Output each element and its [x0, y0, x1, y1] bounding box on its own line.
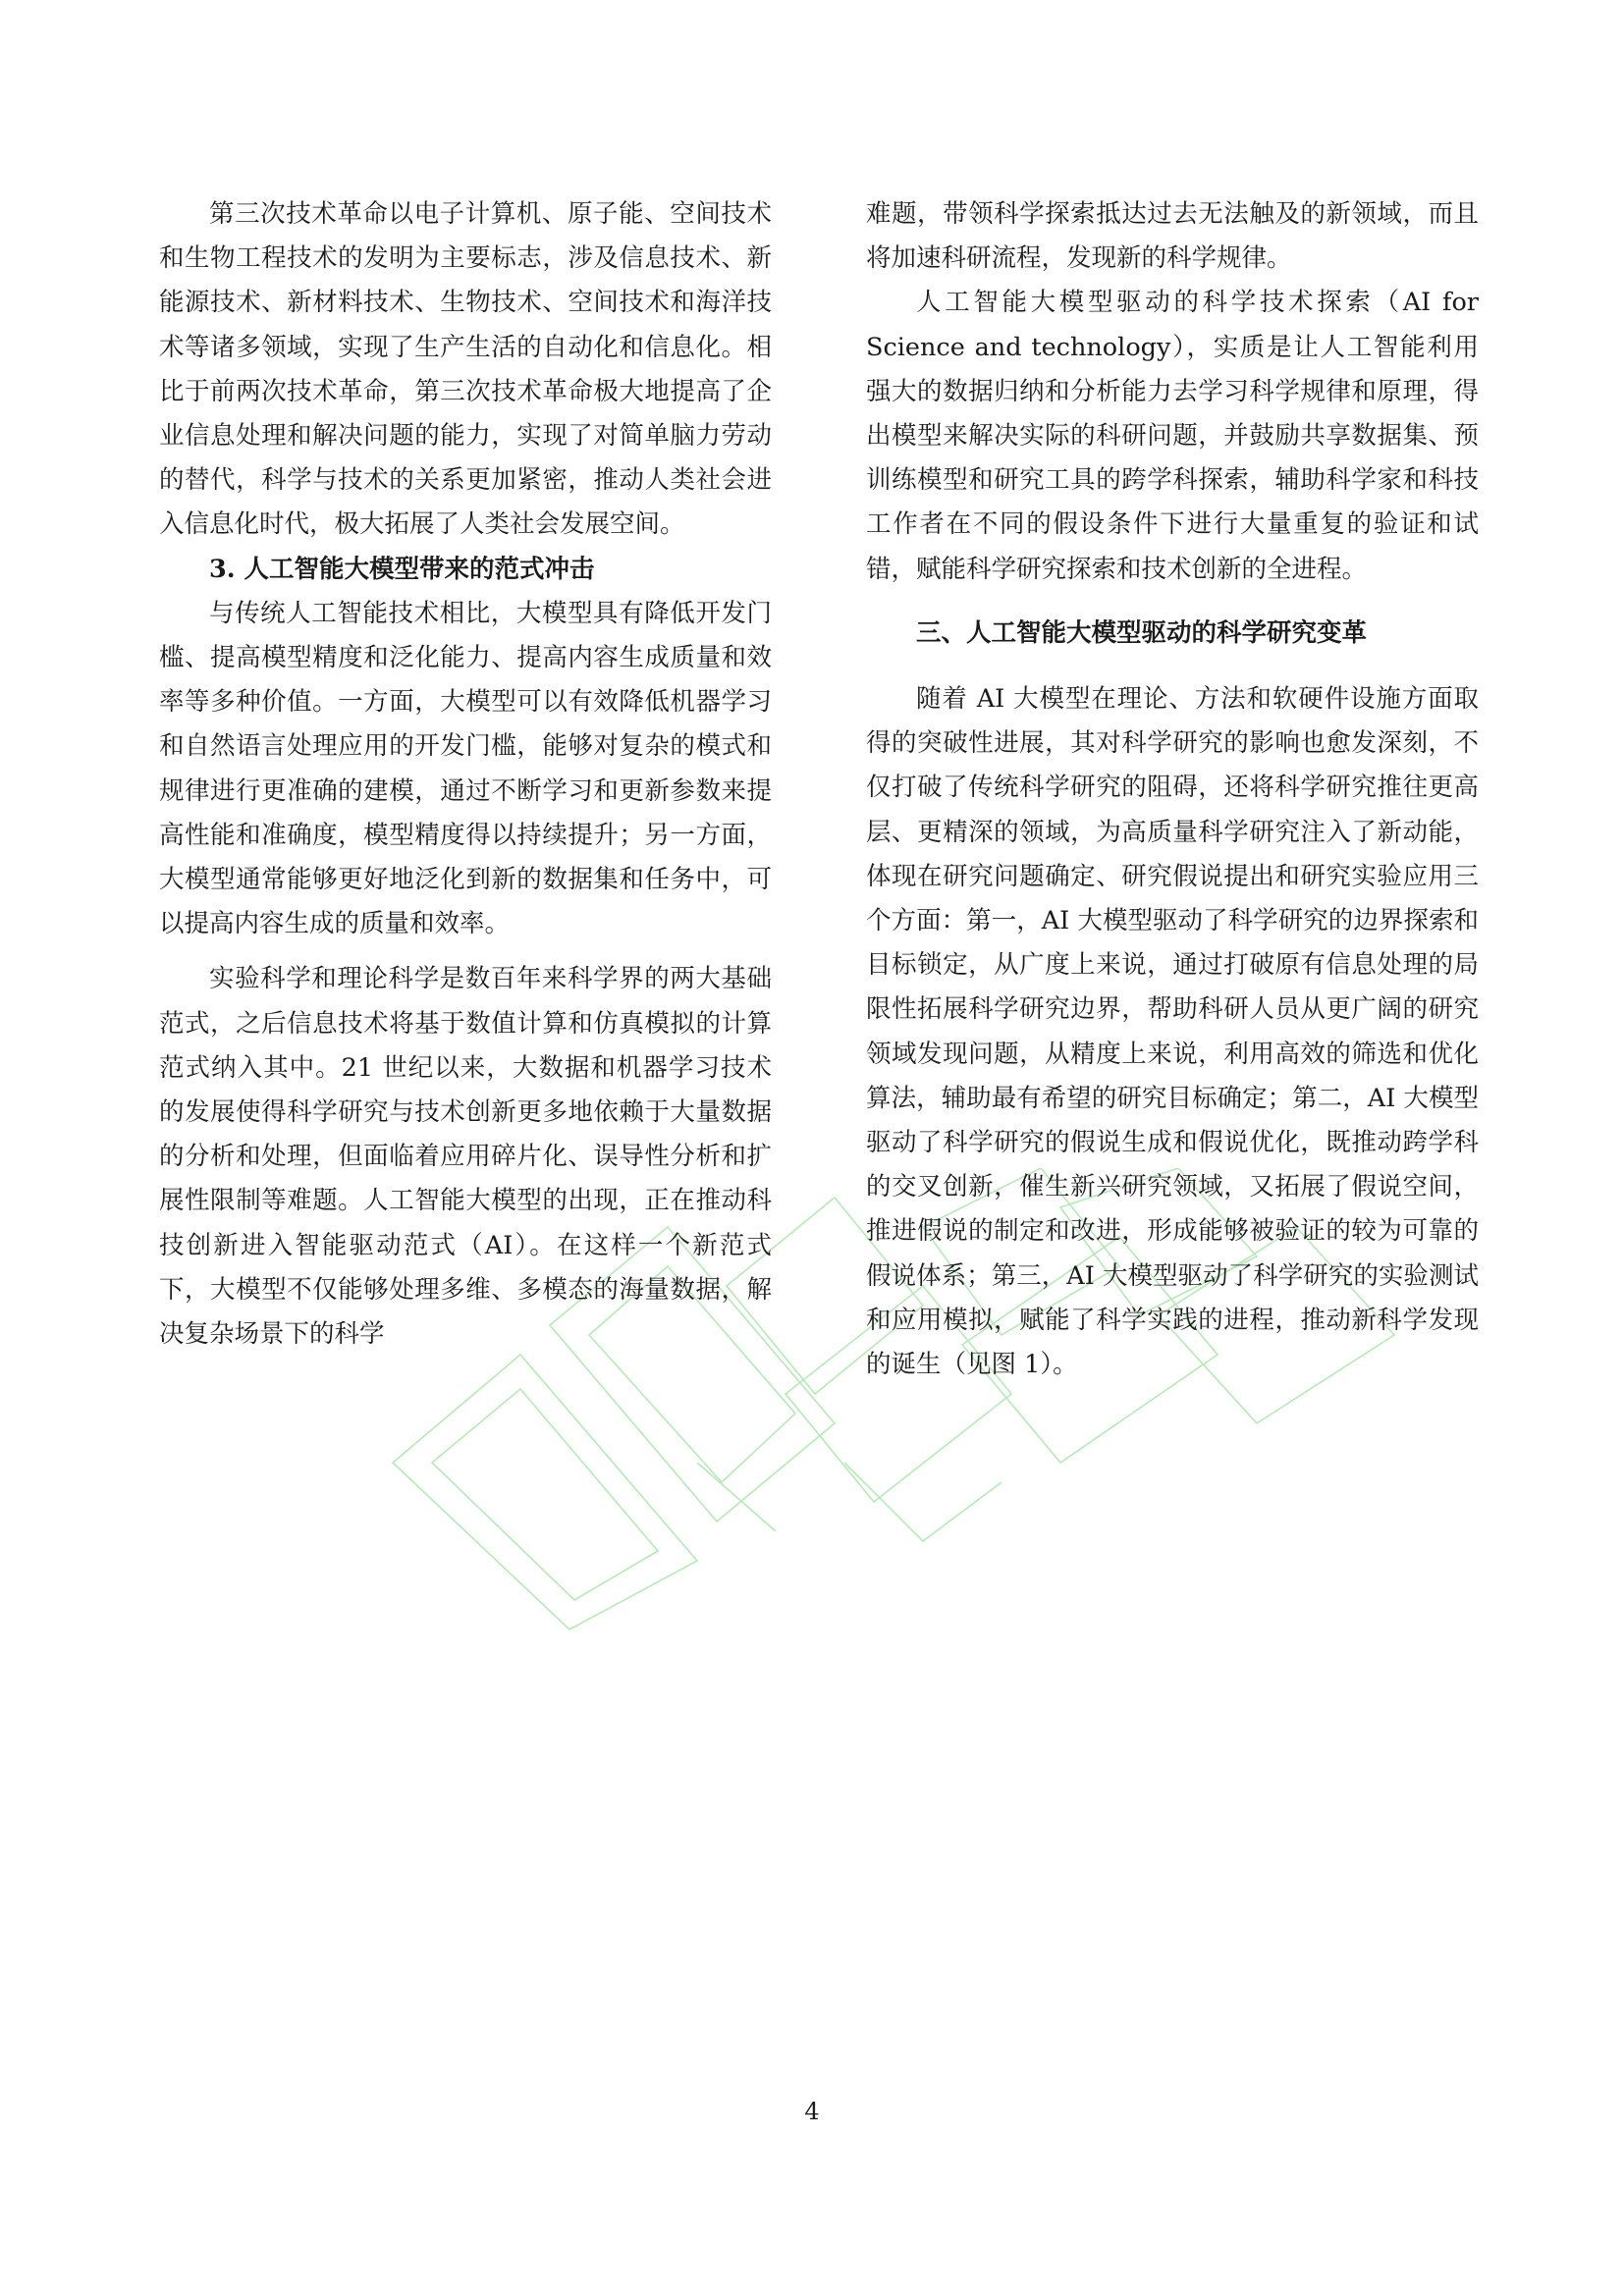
body-paragraph: 人工智能大模型驱动的科学技术探索（AI for Science and technology），实质是让人工智能利用强大的数据归纳和分析能力去学习科学规律和原理，得出模型来解决实际的科研问题，并鼓励共享数据集、预训练模型和研究工具的跨学科探索，辅助科学家和科技工作者在不同的假设条件下进行大量重复的验证和试错，赋能科学研究探索和技术创新的全进程。 [866, 288, 1479, 584]
body-paragraph: 实验科学和理论科学是数百年来科学界的两大基础范式，之后信息技术将基于数值计算和仿真模拟的计算范式纳入其中。21 世纪以来，大数据和机器学习技术的发展使得科学研究与技术创新更多地依赖于大量数据的分析和处理，但面临着应用碎片化、误导性分析和扩展性限制等难题。人工智能大模型的出现，正在推动科技创新进入智能驱动范式（AI）。在这样一个新范式下，大模型不仅能够处理多维、多模态的海量数据，解决复杂场景下的科学 [159, 964, 772, 1350]
body-paragraph-continued: 难题，带领科学探索抵达过去无法触及的新领域，而且将加速科研流程，发现新的科学规律。 [866, 199, 1479, 274]
left-column [159, 192, 772, 1357]
body-paragraph: 随着 AI 大模型在理论、方法和软硬件设施方面取得的突破性进展，其对科学研究的影响也愈发深刻，不仅打破了传统科学研究的阻碍，还将科学研究推往更高层、更精深的领域，为高质量科学研究注入了新动能，体现在研究问题确定、研究假说提出和研究实验应用三个方面：第一，AI 大模型驱动了科学研究的边界探索和目标锁定，从广度上来说，通过打破原有信息处理的局限性拓展科学研究边界，帮助科研人员从更广阔的研究领域发现问题，从精度上来说，利用高效的筛选和优化算法，辅助最有希望的研究目标确定；第二，AI 大模型驱动了科学研究的假说生成和假说优化，既推动跨学科的交叉创新，催生新兴研究领域，又拓展了假说空间，推进假说的制定和改进，形成能够被验证的较为可靠的假说体系；第三，AI 大模型驱动了科学研究的实验测试和应用模拟，赋能了科学实践的进程，推动新科学发现的诞生（见图 1）。 [866, 684, 1479, 1380]
body-paragraph: 第三次技术革命以电子计算机、原子能、空间技术和生物工程技术的发明为主要标志，涉及信息技术、新能源技术、新材料技术、生物技术、空间技术和海洋技术等诸多领域，实现了生产生活的自动化和信息化。相比于前两次技术革命，第三次技术革命极大地提高了企业信息处理和解决问题的能力，实现了对简单脑力劳动的替代，科学与技术的关系更加紧密，推动人类社会进入信息化时代，极大拓展了人类社会发展空间。 [159, 199, 772, 540]
page-number: 4 [804, 2098, 820, 2125]
right-column [866, 192, 1479, 1387]
section-heading: 3. 人工智能大模型带来的范式冲击 [209, 554, 595, 584]
body-paragraph: 与传统人工智能技术相比，大模型具有降低开发门槛、提高模型精度和泛化能力、提高内容生成质量和效率等多种价值。一方面，大模型可以有效降低机器学习和自然语言处理应用的开发门槛，能够对复杂的模式和规律进行更准确的建模，通过不断学习和更新参数来提高性能和准确度，模型精度得以持续提升；另一方面，大模型通常能够更好地泛化到新的数据集和任务中，可以提高内容生成的质量和效率。 [159, 598, 772, 939]
chapter-heading: 三、人工智能大模型驱动的科学研究变革 [916, 617, 1368, 648]
